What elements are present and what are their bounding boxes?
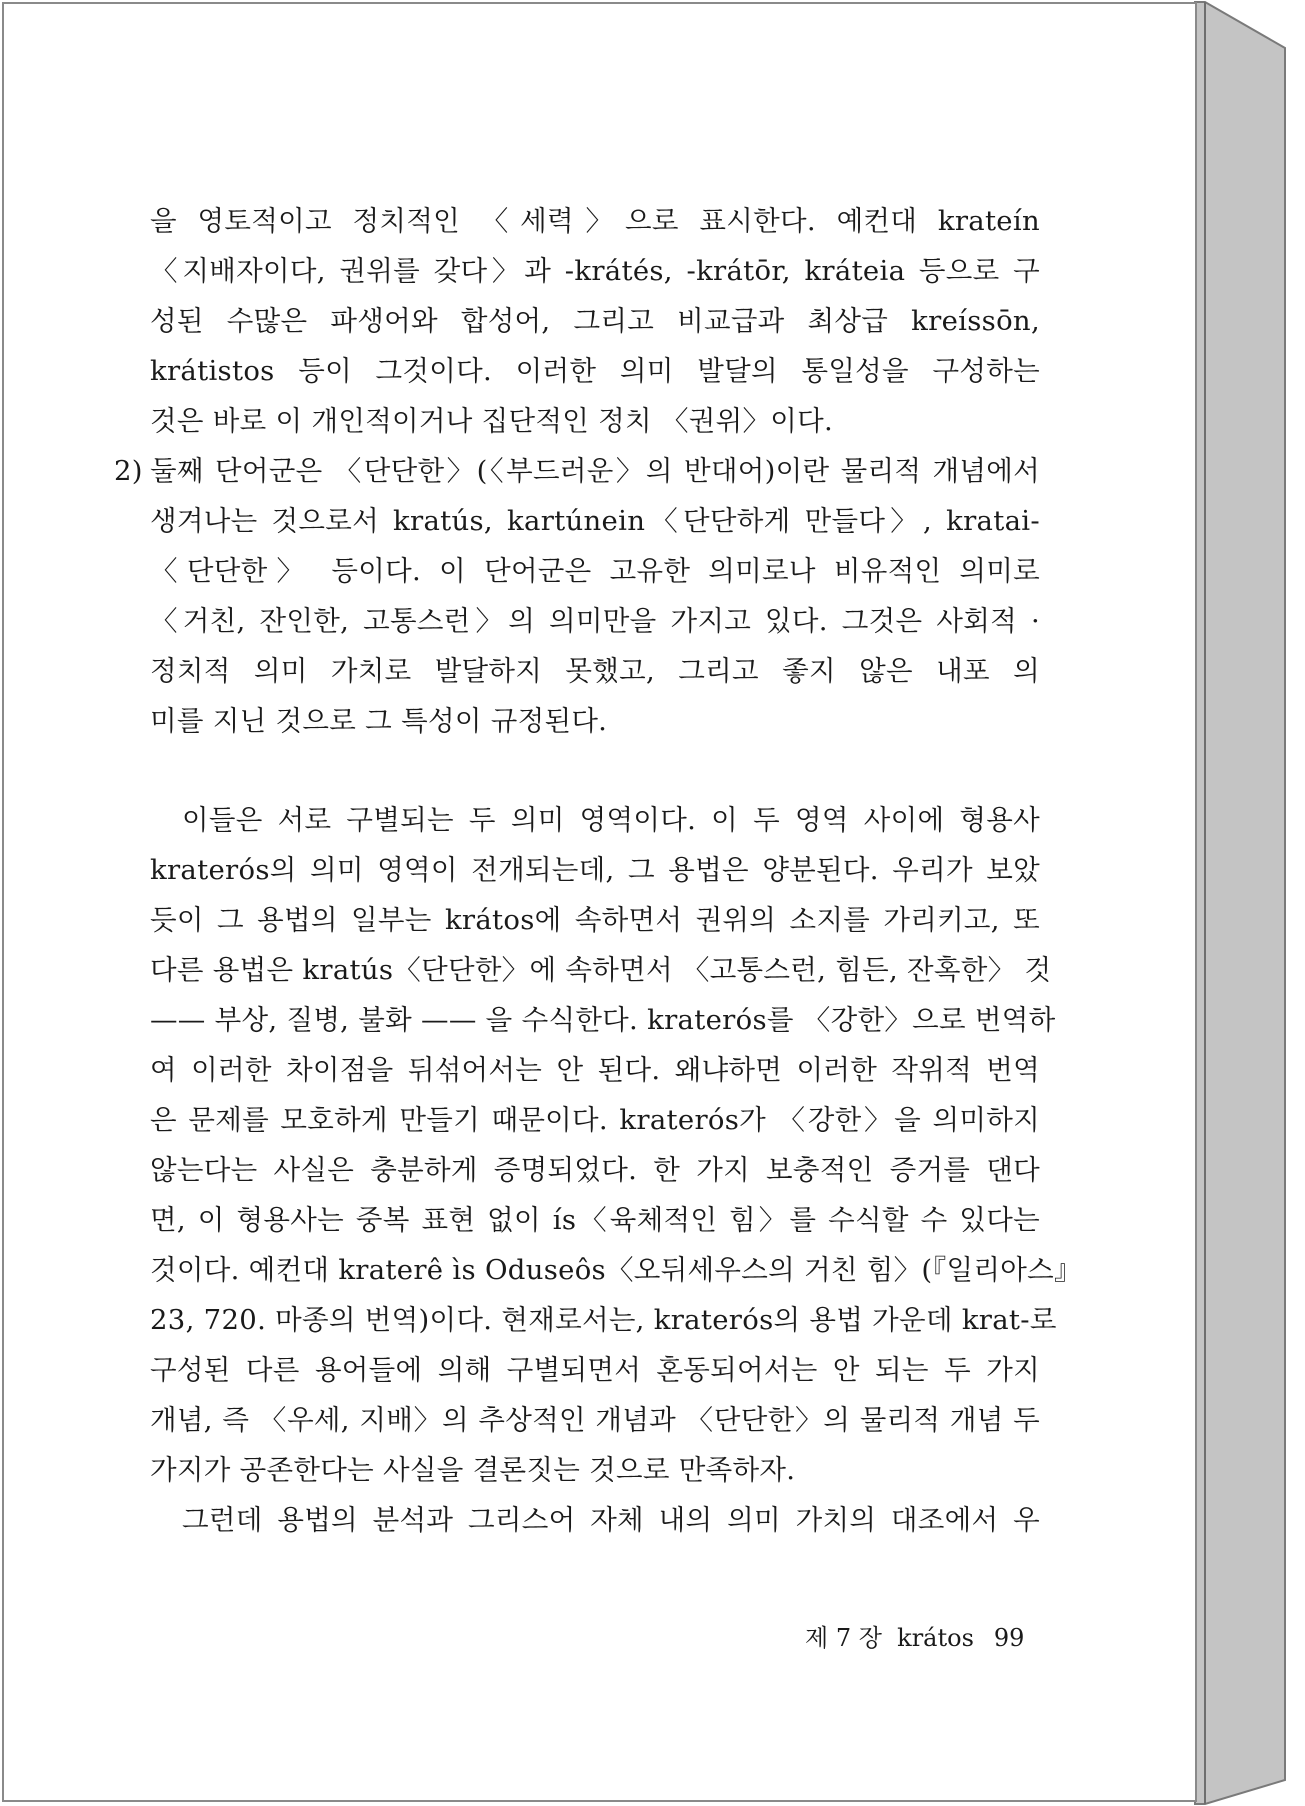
text-line: 개념, 즉 〈우세, 지배〉의 추상적인 개념과 〈단단한〉의 물리적 개념 두: [150, 1404, 1040, 1436]
text-line: 둘째 단어군은 〈단단한〉(〈부드러운〉의 반대어)이란 물리적 개념에서: [150, 455, 1040, 487]
text-line: 정치적 의미 가치로 발달하지 못했고, 그리고 좋지 않은 내포 의: [150, 655, 1040, 687]
text-line: 이들은 서로 구별되는 두 의미 영역이다. 이 두 영역 사이에 형용사: [182, 804, 1040, 836]
text-line: 그런데 용법의 분석과 그리스어 자체 내의 의미 가치의 대조에서 우: [182, 1504, 1040, 1536]
text-line: 〈거친, 잔인한, 고통스런〉의 의미만을 가지고 있다. 그것은 사회적 ·: [150, 605, 1040, 637]
text-line: krátistos 등이 그것이다. 이러한 의미 발달의 통일성을 구성하는: [150, 355, 1040, 387]
paragraph-4: [150, 1495, 1040, 1545]
body-text-main: [150, 795, 1082, 1545]
text-line: 생겨나는 것으로서 kratús, kartúnein〈단단하게 만들다〉, kratai-: [150, 505, 1040, 537]
paragraph-3: [150, 795, 1082, 1495]
text-line: 면, 이 형용사는 중복 표현 없이 ís〈육체적인 힘〉를 수식할 수 있다는: [150, 1204, 1040, 1236]
text-line: 구성된 다른 용어들에 의해 구별되면서 혼동되어서는 안 되는 두 가지: [150, 1354, 1040, 1386]
text-line: 듯이 그 용법의 일부는 krátos에 속하면서 권위의 소지를 가리키고, 또: [150, 904, 1040, 936]
text-line: —— 부상, 질병, 불화 —— 을 수식한다. kraterós를 〈강한〉으로 번역하: [150, 1004, 1056, 1036]
text-line: 가지가 공존한다는 사실을 결론짓는 것으로 만족하자.: [150, 1454, 796, 1486]
page-footer: [805, 1618, 1024, 1653]
text-line: 미를 지닌 것으로 그 특성이 규정된다.: [150, 705, 608, 737]
body-text: [114, 196, 1040, 746]
text-line: 성된 수많은 파생어와 합성어, 그리고 비교급과 최상급 kreíssōn,: [150, 305, 1040, 337]
text-line: kraterós의 의미 영역이 전개되는데, 그 용법은 양분된다. 우리가 보았: [150, 854, 1040, 886]
text-line: 은 문제를 모호하게 만들기 때문이다. kraterós가 〈강한〉을 의미하지: [150, 1104, 1040, 1136]
text-line: 〈단단한〉 등이다. 이 단어군은 고유한 의미로나 비유적인 의미로: [150, 555, 1040, 587]
page-number: 99: [993, 1624, 1025, 1652]
text-line: 〈지배자이다, 권위를 갖다〉과 -krátés, -krátōr, kráteia 등으로 구: [150, 255, 1040, 287]
chapter-label: 제 7 장 krátos: [805, 1624, 974, 1652]
text-line: 여 이러한 차이점을 뒤섞어서는 안 된다. 왜냐하면 이러한 작위적 번역: [150, 1054, 1040, 1086]
text-line: 다른 용법은 kratús〈단단한〉에 속하면서 〈고통스런, 힘든, 잔혹한〉 것: [150, 954, 1052, 986]
text-line: 것이다. 예컨대 kraterê ìs Oduseôs〈오뒤세우스의 거친 힘〉(『일리아스』: [150, 1254, 1082, 1286]
text-line: 을 영토적이고 정치적인 〈세력〉으로 표시한다. 예컨대 krateín: [150, 205, 1040, 237]
paragraph-2: [114, 446, 1040, 746]
text-line: 23, 720. 마종의 번역)이다. 현재로서는, kraterós의 용법 가운데 krat-로: [150, 1304, 1057, 1336]
book-spine-shading: [1195, 2, 1285, 1804]
text-line: 않는다는 사실은 충분하게 증명되었다. 한 가지 보충적인 증거를 댄다: [150, 1154, 1040, 1186]
list-number: 2): [114, 455, 143, 487]
text-line: 것은 바로 이 개인적이거나 집단적인 정치 〈권위〉이다.: [150, 405, 834, 437]
paragraph-1: [150, 196, 1040, 446]
